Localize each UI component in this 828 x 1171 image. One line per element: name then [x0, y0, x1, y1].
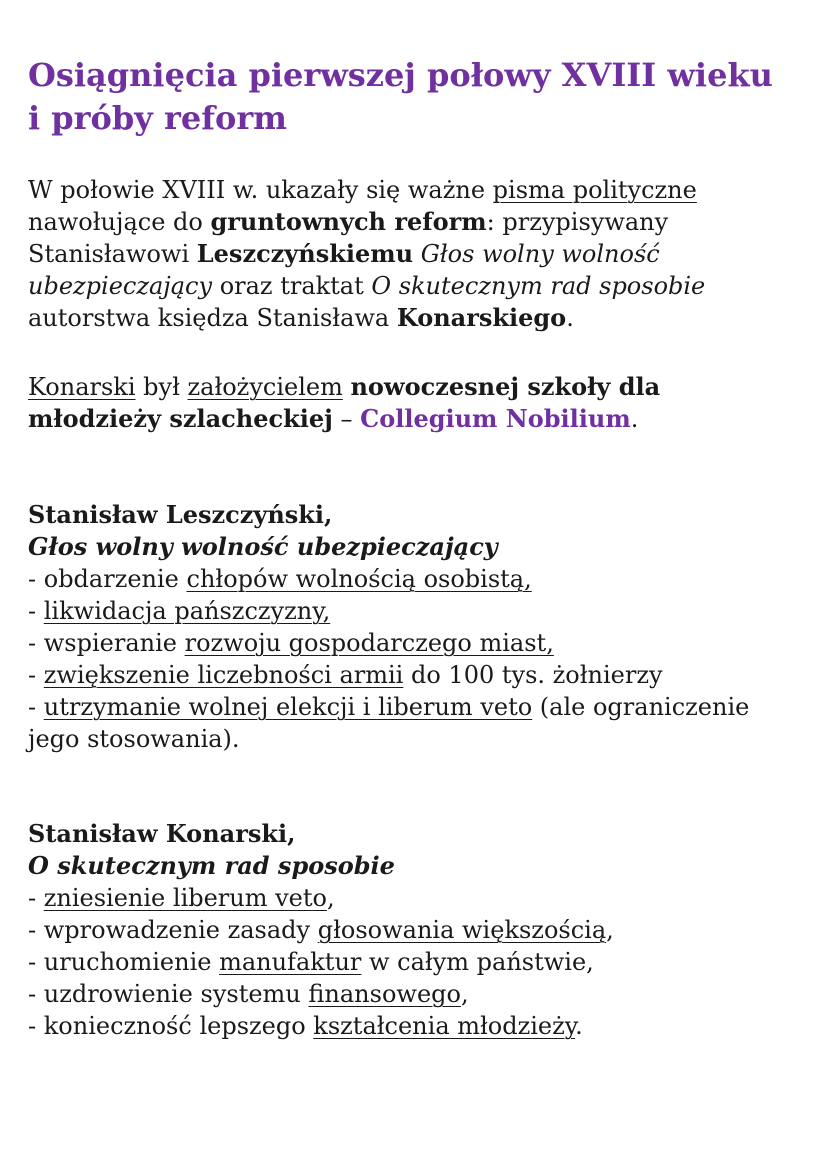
underlined-text: głosowania większością [317, 916, 607, 944]
text: - konieczność lepszego [28, 1012, 314, 1040]
text: , [326, 884, 335, 912]
text: był [135, 373, 188, 401]
list-item [28, 691, 788, 755]
section-work-title: O skutecznym rad sposobie [28, 851, 395, 880]
bold-text: Leszczyńskiemu [196, 239, 414, 268]
bold-text: Konarskiego [396, 303, 567, 332]
text: : przypisywany Stanisławowi [28, 208, 669, 268]
underlined-text: zniesienie liberum veto [43, 884, 327, 912]
italic-text: Głos wolny wolność ubezpieczający [28, 240, 660, 300]
underlined-text: pisma polityczne [492, 176, 697, 204]
list-item [28, 595, 788, 627]
text: - [28, 661, 44, 689]
text: nawołujące do [28, 208, 211, 236]
list-item [28, 627, 788, 659]
text [413, 240, 421, 268]
text: - wprowadzenie zasady [28, 916, 318, 944]
text: . [566, 304, 574, 332]
text: W połowie XVIII w. ukazały się ważne [28, 176, 493, 204]
underlined-text: chłopów wolnością osobistą, [186, 565, 532, 593]
konarski-paragraph [28, 371, 788, 435]
text: - obdarzenie [28, 565, 187, 593]
list-item [28, 914, 788, 946]
text: - [28, 884, 44, 912]
underlined-text: kształcenia młodzieży [313, 1012, 576, 1040]
underlined-text: manufaktur [219, 948, 362, 976]
underlined-text: zwiększenie liczebności armii [43, 661, 404, 689]
underlined-text: finansowego [308, 980, 461, 1008]
list-item [28, 659, 788, 691]
text: . [575, 1012, 583, 1040]
text: autorstwa księdza Stanisława [28, 304, 397, 332]
text: w całym państwie, [361, 948, 594, 976]
text: - [28, 597, 44, 625]
underlined-text: założycielem [187, 373, 343, 401]
section-author: Stanisław Konarski, [28, 819, 296, 848]
list-item [28, 978, 788, 1010]
konarski-section [28, 818, 788, 1042]
underlined-text: rozwoju gospodarczego miast, [184, 629, 554, 657]
italic-text: O skutecznym rad sposobie [371, 272, 706, 300]
text: , [460, 980, 469, 1008]
bold-text: nowoczesnej szkoły dla młodzieży szlacheckiej [28, 372, 661, 433]
list-item [28, 563, 788, 595]
list-item [28, 1010, 788, 1042]
page-title: Osiągnięcia pierwszej połowy XVIII wieku i próby reform [28, 56, 773, 137]
list-item [28, 882, 788, 914]
text: oraz traktat [212, 272, 372, 300]
text: , [606, 916, 614, 944]
underlined-text: likwidacja pańszczyzny, [43, 597, 331, 625]
text: - uruchomienie [28, 948, 220, 976]
intro-paragraph [28, 174, 788, 334]
bold-text: gruntownych reform [210, 207, 487, 236]
text: - [28, 693, 44, 721]
underlined-text: utrzymanie wolnej elekcji i liberum veto [43, 693, 533, 721]
text: do 100 tys. żołnierzy [403, 661, 663, 689]
text: - wspieranie [28, 629, 185, 657]
section-work-title: Głos wolny wolność ubezpieczający [28, 532, 498, 561]
text: - uzdrowienie systemu [28, 980, 309, 1008]
leszczynski-section [28, 499, 788, 755]
list-item [28, 946, 788, 978]
highlight-text: Collegium Nobilium [360, 404, 631, 433]
text: – [332, 405, 361, 433]
text: . [630, 405, 639, 433]
underlined-text: Konarski [28, 373, 136, 401]
section-author: Stanisław Leszczyński, [28, 500, 333, 529]
text: (ale ograniczenie jego stosowania). [28, 693, 750, 753]
